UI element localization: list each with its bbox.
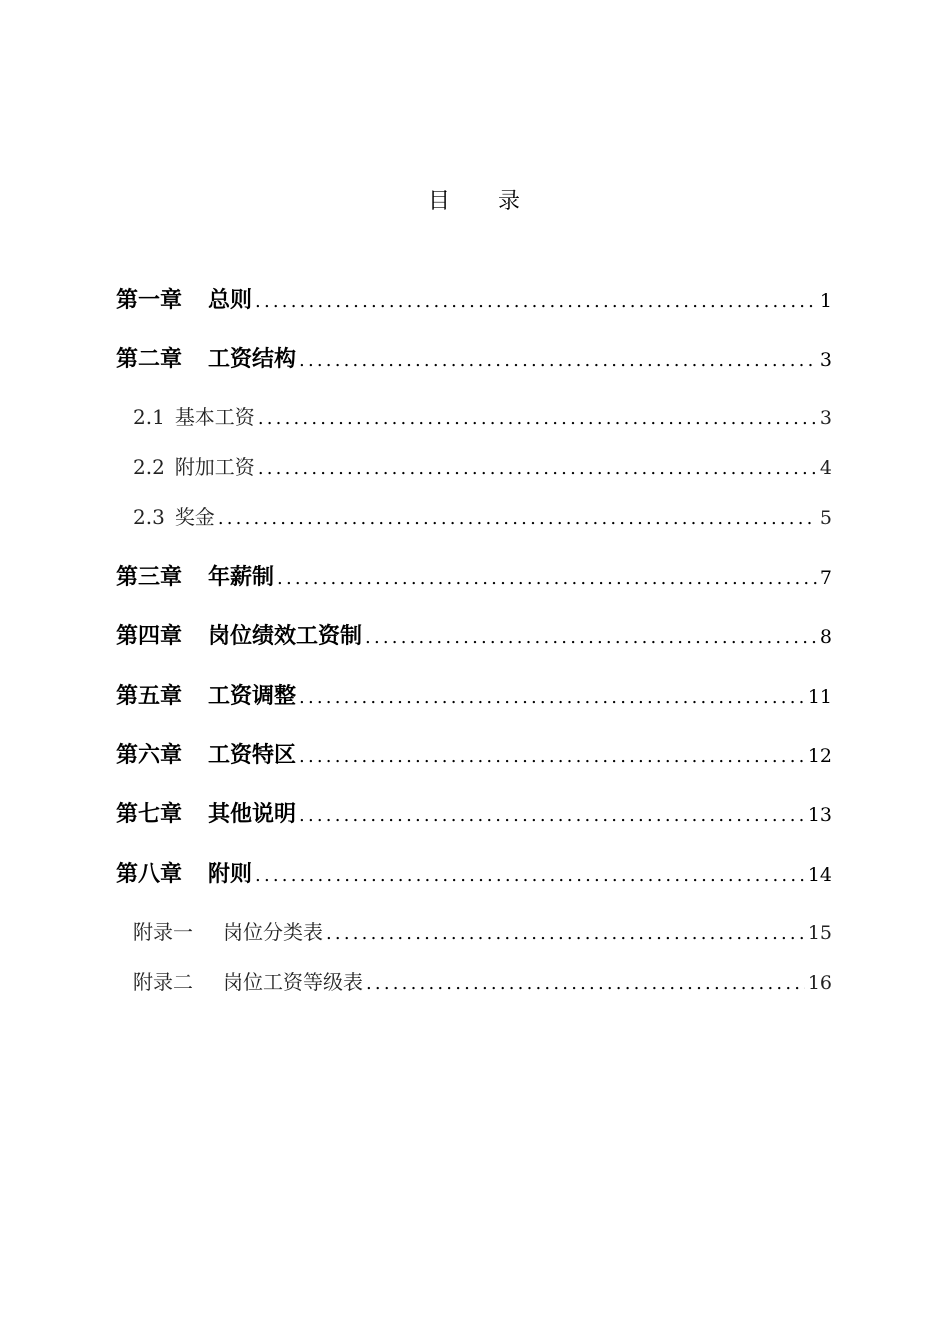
toc-entry-title: 年薪制 xyxy=(208,565,275,590)
toc-entry-page: 3 xyxy=(819,349,832,371)
dot-leader xyxy=(299,350,817,371)
toc-entry-label xyxy=(116,283,252,314)
toc-entry-number: 第一章 xyxy=(116,288,183,313)
toc-entry-title: 工资特区 xyxy=(208,743,297,768)
toc-entry-number: 附录一 xyxy=(133,920,193,944)
dot-leader xyxy=(277,568,817,589)
toc-entry-number: 第五章 xyxy=(116,684,183,709)
toc-entry-label xyxy=(116,857,252,888)
toc-entry-number: 第七章 xyxy=(116,802,183,827)
toc-entry-page: 7 xyxy=(819,567,832,589)
toc-entry-number: 2.3 xyxy=(133,505,165,529)
toc-entry-page: 8 xyxy=(819,626,832,648)
toc-entry-chapter-7[interactable] xyxy=(116,797,832,828)
toc-entry-chapter-1[interactable] xyxy=(116,283,832,314)
toc-entry-label xyxy=(116,679,296,710)
toc-entry-title: 附则 xyxy=(208,862,253,887)
dot-leader xyxy=(299,746,805,767)
toc-entry-title: 工资调整 xyxy=(208,684,297,709)
toc-entry-label xyxy=(133,916,323,945)
toc-entry-label xyxy=(116,619,362,650)
dot-leader xyxy=(299,687,805,708)
toc-entry-section-2-1[interactable] xyxy=(133,401,832,430)
toc-entry-number: 第三章 xyxy=(116,565,183,590)
toc-entry-label xyxy=(116,560,274,591)
toc-entry-number: 第六章 xyxy=(116,743,183,768)
toc-entry-title: 奖金 xyxy=(174,505,215,529)
dot-leader xyxy=(365,627,817,648)
dot-leader xyxy=(366,973,805,994)
toc-entry-title: 总则 xyxy=(208,288,253,313)
dot-leader xyxy=(255,865,805,886)
toc-entry-label xyxy=(116,797,296,828)
toc-entry-title: 工资结构 xyxy=(208,347,297,372)
toc-entry-title: 其他说明 xyxy=(208,802,297,827)
dot-leader xyxy=(258,408,817,429)
toc-entry-label xyxy=(116,738,296,769)
toc-entry-number: 第四章 xyxy=(116,624,183,649)
toc-entry-page: 3 xyxy=(819,407,832,429)
toc-entry-page: 13 xyxy=(807,804,832,826)
toc-entry-label xyxy=(133,401,255,430)
toc-entry-page: 16 xyxy=(807,972,832,994)
toc-title-part2: 录 xyxy=(498,189,523,214)
toc-entry-title: 基本工资 xyxy=(174,405,255,429)
toc-entry-page: 4 xyxy=(819,457,832,479)
toc-entry-page: 1 xyxy=(819,290,832,312)
toc-entry-chapter-5[interactable] xyxy=(116,679,832,710)
toc-entry-page: 12 xyxy=(807,745,832,767)
toc-entry-chapter-2[interactable] xyxy=(116,342,832,373)
dot-leader xyxy=(299,805,805,826)
toc-entry-chapter-3[interactable] xyxy=(116,560,832,591)
toc-entry-title: 岗位工资等级表 xyxy=(223,970,363,994)
dot-leader xyxy=(258,458,817,479)
toc-entry-page: 15 xyxy=(807,922,832,944)
toc-entry-number: 第八章 xyxy=(116,862,183,887)
toc-entry-chapter-4[interactable] xyxy=(116,619,832,650)
toc-entry-title: 附加工资 xyxy=(174,455,255,479)
toc-entry-title: 岗位分类表 xyxy=(223,920,323,944)
toc-entry-appendix-2[interactable] xyxy=(133,966,832,995)
toc-entry-page: 11 xyxy=(807,686,832,708)
toc-entry-label xyxy=(133,501,215,530)
toc-entry-page: 5 xyxy=(819,507,832,529)
toc-entry-number: 2.2 xyxy=(133,455,165,479)
toc-entry-appendix-1[interactable] xyxy=(133,916,832,945)
toc-entry-section-2-2[interactable] xyxy=(133,451,832,480)
toc-entry-label xyxy=(116,342,296,373)
toc-entry-page: 14 xyxy=(807,864,832,886)
toc-entry-label xyxy=(133,966,363,995)
toc-entry-chapter-6[interactable] xyxy=(116,738,832,769)
toc-entry-section-2-3[interactable] xyxy=(133,501,832,530)
toc-entry-number: 第二章 xyxy=(116,347,183,372)
toc-title xyxy=(0,184,950,215)
dot-leader xyxy=(255,291,817,312)
toc-title-part1: 目 xyxy=(427,189,452,214)
toc-entry-chapter-8[interactable] xyxy=(116,857,832,888)
toc-entry-title: 岗位绩效工资制 xyxy=(208,624,363,649)
toc-entry-number: 2.1 xyxy=(133,405,165,429)
toc-entry-number: 附录二 xyxy=(133,970,193,994)
dot-leader xyxy=(218,508,817,529)
dot-leader xyxy=(326,923,805,944)
toc-entry-label xyxy=(133,451,255,480)
